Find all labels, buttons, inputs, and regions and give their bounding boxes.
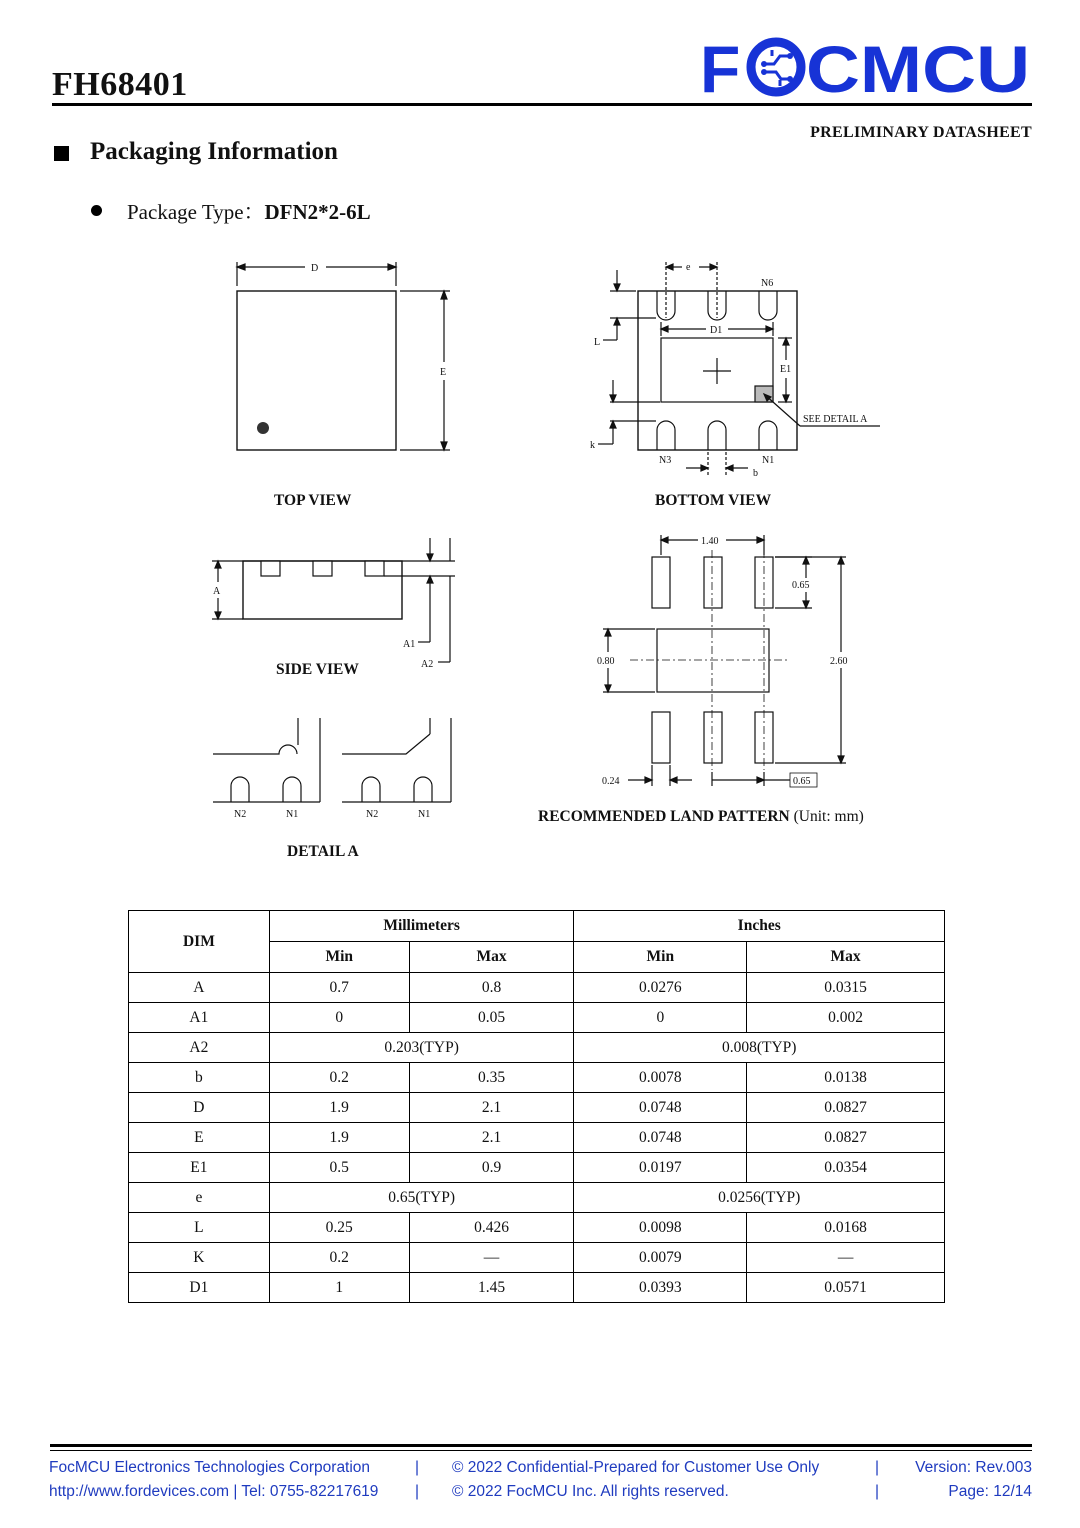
dimension-table-body: [129, 973, 945, 1303]
in-min-cell: 0.0079: [574, 1243, 747, 1273]
mm-min-cell: 0.25: [269, 1213, 409, 1243]
footer-rule-thin: [50, 1450, 1032, 1451]
in-min-cell: 0.0197: [574, 1153, 747, 1183]
inches-header: Inches: [574, 911, 945, 942]
dim-cell: K: [129, 1243, 270, 1273]
table-row: [129, 973, 945, 1003]
land-pattern-caption-title: RECOMMENDED LAND PATTERN: [538, 808, 790, 825]
mm-max-header: Max: [409, 942, 574, 973]
in-min-cell: 0.0748: [574, 1093, 747, 1123]
mm-typ-cell: 0.203(TYP): [269, 1033, 574, 1063]
in-max-cell: —: [747, 1243, 945, 1273]
bottom-dim-b: b: [753, 468, 758, 479]
land-dim-024: 0.24: [602, 776, 620, 787]
footer-separator: |: [415, 1483, 420, 1500]
dimension-table: [128, 910, 945, 1303]
land-pattern-drawing: [597, 535, 848, 787]
in-min-cell: 0.0393: [574, 1273, 747, 1303]
mm-max-cell: 1.45: [409, 1273, 574, 1303]
land-pattern-caption: [538, 808, 864, 826]
table-row: [129, 1123, 945, 1153]
pin-n6-label: N6: [761, 278, 774, 289]
mm-min-cell: 0.7: [269, 973, 409, 1003]
top-dim-e: E: [440, 367, 447, 378]
table-row: [129, 1213, 945, 1243]
package-type-line: [127, 196, 371, 226]
in-max-cell: 0.0827: [747, 1093, 945, 1123]
bottom-dim-e1: E1: [780, 364, 792, 375]
mm-max-cell: 0.05: [409, 1003, 574, 1033]
dim-cell: A2: [129, 1033, 270, 1063]
section-title: Packaging Information: [90, 138, 338, 165]
side-view-caption: SIDE VIEW: [276, 661, 359, 678]
land-dim-140: 1.40: [701, 536, 719, 547]
mm-max-cell: 2.1: [409, 1123, 574, 1153]
bottom-view-drawing: [590, 262, 880, 509]
package-type-label: Package Type：: [127, 200, 265, 224]
see-detail-label: SEE DETAIL A: [803, 414, 868, 425]
footer-version: Version: Rev.003: [915, 1459, 1032, 1476]
footer-copyright: © 2022 FocMCU Inc. All rights reserved.: [452, 1483, 729, 1500]
in-min-cell: 0.0098: [574, 1213, 747, 1243]
footer-rule-thick: [50, 1444, 1032, 1447]
in-max-cell: 0.002: [747, 1003, 945, 1033]
land-dim-065-bottom: 0.65: [793, 776, 811, 787]
in-max-cell: 0.0571: [747, 1273, 945, 1303]
in-max-cell: 0.0354: [747, 1153, 945, 1183]
mm-min-cell: 1: [269, 1273, 409, 1303]
dim-cell: A1: [129, 1003, 270, 1033]
footer-confidential: © 2022 Confidential-Prepared for Customer Use Only: [452, 1459, 820, 1476]
bottom-dim-e: e: [686, 262, 691, 273]
bullet-dot-icon: [91, 205, 102, 216]
in-max-cell: 0.0827: [747, 1123, 945, 1153]
dim-cell: D1: [129, 1273, 270, 1303]
focmcu-logo: [700, 34, 1032, 98]
mm-min-cell: 1.9: [269, 1123, 409, 1153]
logo-letters-cmcu: CMCU: [806, 34, 1030, 98]
section-bullet-icon: [54, 146, 69, 161]
package-drawings: [0, 250, 1080, 870]
mm-max-cell: 2.1: [409, 1093, 574, 1123]
footer-page-number: Page: 12/14: [948, 1483, 1032, 1500]
table-row: [129, 1273, 945, 1303]
detail-n2-right: N2: [366, 809, 379, 820]
in-min-cell: 0.0276: [574, 973, 747, 1003]
bottom-dim-k: k: [590, 440, 595, 451]
dim-cell: e: [129, 1183, 270, 1213]
table-row: [129, 1183, 945, 1213]
dim-cell: A: [129, 973, 270, 1003]
in-typ-cell: 0.008(TYP): [574, 1033, 945, 1063]
mm-max-cell: 0.35: [409, 1063, 574, 1093]
mm-min-cell: 0.5: [269, 1153, 409, 1183]
header-rule: [52, 103, 1032, 106]
bottom-dim-d1: D1: [710, 325, 723, 336]
detail-n1-left: N1: [286, 809, 299, 820]
footer-company: FocMCU Electronics Technologies Corporation: [49, 1459, 371, 1476]
table-row: [129, 1033, 945, 1063]
in-max-cell: 0.0168: [747, 1213, 945, 1243]
in-min-header: Min: [574, 942, 747, 973]
in-max-cell: 0.0138: [747, 1063, 945, 1093]
detail-a-drawing: [213, 718, 451, 860]
footer-separator: |: [875, 1483, 880, 1500]
table-row: [129, 1003, 945, 1033]
footer-separator: |: [875, 1459, 880, 1476]
land-dim-065-top: 0.65: [792, 580, 810, 591]
mm-min-cell: 0: [269, 1003, 409, 1033]
document-status: PRELIMINARY DATASHEET: [810, 124, 1032, 141]
table-row: [129, 1063, 945, 1093]
side-dim-a2: A2: [421, 659, 434, 670]
table-row: [129, 1153, 945, 1183]
detail-n1-right: N1: [418, 809, 431, 820]
mm-max-cell: 0.426: [409, 1213, 574, 1243]
in-min-cell: 0.0748: [574, 1123, 747, 1153]
dim-cell: E: [129, 1123, 270, 1153]
in-max-header: Max: [747, 942, 945, 973]
footer-separator: |: [415, 1459, 420, 1476]
mm-min-cell: 1.9: [269, 1093, 409, 1123]
side-view-drawing: [212, 538, 455, 678]
side-dim-a: A: [213, 586, 221, 597]
mm-min-cell: 0.2: [269, 1063, 409, 1093]
detail-n2-left: N2: [234, 809, 247, 820]
pin-n1-label: N1: [762, 455, 775, 466]
land-pattern-caption-unit: (Unit: mm): [793, 808, 864, 825]
logo-letter-f: F: [700, 34, 741, 98]
in-min-cell: 0.0078: [574, 1063, 747, 1093]
dim-header: DIM: [129, 911, 270, 973]
table-row: [129, 1243, 945, 1273]
top-view-caption: TOP VIEW: [274, 492, 352, 509]
pin-n3-label: N3: [659, 455, 672, 466]
bottom-dim-l: L: [594, 337, 601, 348]
footer-website-tel: http://www.fordevices.com | Tel: 0755-82217619: [49, 1483, 379, 1500]
dim-cell: b: [129, 1063, 270, 1093]
in-max-cell: 0.0315: [747, 973, 945, 1003]
mm-max-cell: —: [409, 1243, 574, 1273]
millimeters-header: Millimeters: [269, 911, 574, 942]
mm-min-cell: 0.2: [269, 1243, 409, 1273]
chip-circle-icon: [751, 42, 801, 92]
dim-cell: L: [129, 1213, 270, 1243]
mm-max-cell: 0.9: [409, 1153, 574, 1183]
bottom-view-caption: BOTTOM VIEW: [655, 492, 772, 509]
package-type-value: DFN2*2-6L: [264, 200, 371, 224]
top-view-drawing: [237, 262, 450, 509]
mm-typ-cell: 0.65(TYP): [269, 1183, 574, 1213]
dim-cell: E1: [129, 1153, 270, 1183]
dim-cell: D: [129, 1093, 270, 1123]
table-row: [129, 1093, 945, 1123]
detail-a-caption: DETAIL A: [287, 843, 359, 860]
mm-max-cell: 0.8: [409, 973, 574, 1003]
top-dim-d: D: [311, 263, 319, 274]
side-dim-a1: A1: [403, 639, 416, 650]
in-min-cell: 0: [574, 1003, 747, 1033]
land-dim-080: 0.80: [597, 656, 615, 667]
land-dim-260: 2.60: [830, 656, 848, 667]
document-title: FH68401: [52, 66, 188, 103]
in-typ-cell: 0.0256(TYP): [574, 1183, 945, 1213]
mm-min-header: Min: [269, 942, 409, 973]
pin1-marker-icon: [257, 422, 269, 434]
